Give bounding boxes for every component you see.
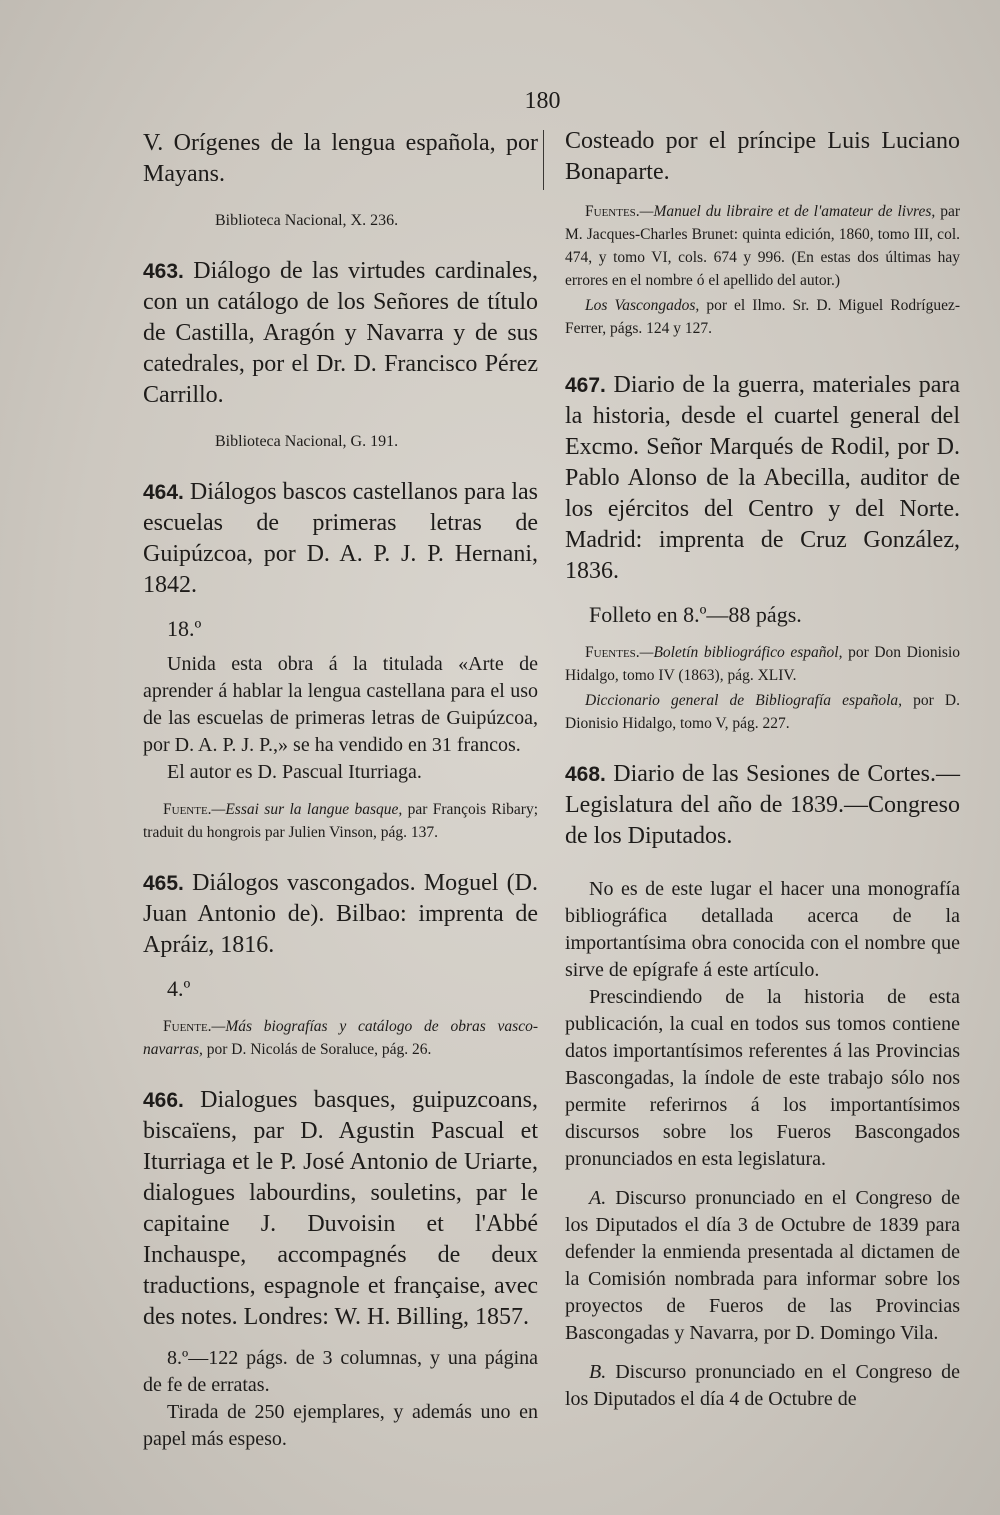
source-title: —Manuel du libraire et de l'amateur de livres, [639, 203, 936, 220]
entry-464-text: Diálogos bascos castellanos para las escuelas de primeras letras de Guipúzcoa, por D. A. P. J. P. Hernani, 1842. [143, 479, 538, 598]
item-letter: B. [589, 1361, 607, 1383]
entry-466-text: Dialogues basques, guipuzcoans, biscaïens, par D. Agustin Pascual et Iturriaga et le P. José Antonio de Uriarte, dialogues labourdins, souletins, par le capitaine J. Duvoisin et l'Abbé Inchauspe, accompagnés de deux traductions, espagnole et française, avec des notes. Londres: W. H. Billing, 1857. [143, 1087, 539, 1330]
entry-v-library: Biblioteca Nacional, X. 236. [215, 212, 399, 229]
entry-463-title [143, 256, 538, 411]
entry-464-author: El autor es D. Pascual Iturriaga. [167, 761, 422, 783]
source-title: Diccionario general de Bibliografía española, [585, 692, 903, 709]
entry-467-text: Diario de la guerra, materiales para la historia, desde el cuartel general del Excmo. Señor Marqués de Rodil, por D. Pablo Alonso de la Abecilla, auditor de los ejércitos del Centro y del Norte. Madrid: imprenta de Cruz González, 1836. [565, 372, 961, 584]
entry-468-text: Diario de las Sesiones de Cortes.—Legislatura del año de 1839.—Congreso de los Diputados. [565, 761, 961, 849]
entry-468-paragraph-2: Prescindiendo de la historia de esta publicación, la cual en todos sus tomos contiene datos importantísimos referentes á las Provincias Bascongadas, la índole de este trabajo sólo nos permite referirnos á los importantísimos discursos sobre los Fueros Bascongados pronunciados en esta legislatura. [565, 986, 960, 1170]
entry-463-library: Biblioteca Nacional, G. 191. [215, 433, 399, 450]
item-letter: A. [589, 1187, 607, 1209]
entry-467-format: Folleto en 8.º—88 págs. [589, 602, 802, 627]
entry-467-source [565, 641, 960, 687]
source-title: —Essai sur la langue basque, [211, 801, 403, 818]
page-number: 180 [524, 88, 561, 114]
item-text: Discurso pronunciado en el Congreso de los Diputados el día 4 de Octubre de [565, 1361, 961, 1410]
entry-464-title [143, 477, 538, 601]
entry-466-title [143, 1085, 538, 1333]
entry-468-item-b [565, 1359, 960, 1413]
left-column [143, 128, 538, 1453]
entry-463-text: Diálogo de las virtudes cardinales, con un catálogo de los Señores de título de Castilla, Aragón y Navarra y de sus catedrales, por el Dr. D. Francisco Pérez Carrillo. [143, 258, 539, 408]
entry-468-item-a [565, 1185, 960, 1347]
source-detail: por D. Nicolás de Soraluce, pág. 26. [206, 1041, 432, 1058]
source-detail: por Don Dionisio Hidalgo, tomo IV (1863), pág. XLIV. [565, 644, 961, 684]
item-text: Discurso pronunciado en el Congreso de los Diputados el día 3 de Octubre de 1839 para defender la enmienda presentada al dictamen de la Comisión nombrada para informar sobre los proyectos de Fueros de las Provincias Bascongadas y Navarra, por D. Domingo Vila. [565, 1187, 961, 1344]
entry-466-format: 8.º—122 págs. de 3 columnas, y una página de fe de erratas. [143, 1347, 538, 1396]
entry-467-title [565, 370, 960, 587]
entry-465-format: 4.º [167, 976, 191, 1001]
entry-465-title [143, 868, 538, 961]
entry-464-number: 464. [143, 481, 184, 504]
entry-463-number: 463. [143, 260, 184, 283]
source-label: Fuentes. [585, 644, 640, 661]
source-detail: por el Ilmo. Sr. D. Miguel Rodríguez-Ferrer, págs. 124 y 127. [565, 297, 961, 337]
entry-466-continuation: Costeado por el príncipe Luis Luciano Bonaparte. [565, 128, 960, 185]
source-label: Fuente. [163, 1018, 212, 1035]
column-divider [543, 130, 544, 190]
entry-468-title [565, 759, 960, 852]
source-detail: par François Ribary; traduit du hongrois par Julien Vinson, pág. 137. [143, 801, 539, 841]
entry-467-number: 467. [565, 374, 606, 397]
entry-468-number: 468. [565, 763, 606, 786]
entry-465-text: Diálogos vascongados. Moguel (D. Juan Antonio de). Bilbao: imprenta de Apráiz, 1816. [143, 870, 539, 958]
entry-466-source-2 [565, 294, 960, 340]
entry-466-source [565, 200, 960, 292]
entry-464-note: Unida esta obra á la titulada «Arte de aprender á hablar la lengua castellana para el uso de las escuelas de primeras letras de Guipúzcoa, por D. A. P. J. P.,» se ha vendido en 31 francos. [143, 653, 538, 756]
entry-465-number: 465. [143, 872, 184, 895]
source-title: —Más biografías y catálogo de obras vasco-navarras, [143, 1018, 538, 1058]
source-title: —Boletín bibliográfico español, [639, 644, 843, 661]
entry-465-source [143, 1015, 538, 1061]
entry-v-title: V. Orígenes de la lengua española, por Mayans. [143, 130, 538, 187]
entry-468-paragraph-1: No es de este lugar el hacer una monografía bibliográfica detallada acerca de la importantísima obra conocida con el nombre que sirve de epígrafe á este artículo. [565, 878, 960, 981]
entry-466-note: Tirada de 250 ejemplares, y además uno en papel más espeso. [143, 1401, 538, 1450]
source-detail: par M. Jacques-Charles Brunet: quinta edición, 1860, tomo III, col. 474, y tomo VI, cols. 674 y 996. (En estas dos últimas hay errores en el nombre ó el apellido del autor.) [565, 203, 961, 289]
entry-466-number: 466. [143, 1089, 184, 1112]
source-detail: por D. Dionisio Hidalgo, tomo V, pág. 227. [565, 692, 960, 732]
source-label: Fuente. [163, 801, 212, 818]
source-label: Fuentes. [585, 203, 640, 220]
right-column [565, 126, 960, 1413]
entry-464-source [143, 798, 538, 844]
entry-467-source-2 [565, 689, 960, 735]
entry-464-format: 18.º [167, 616, 202, 641]
source-title: Los Vascongados, [585, 297, 700, 314]
